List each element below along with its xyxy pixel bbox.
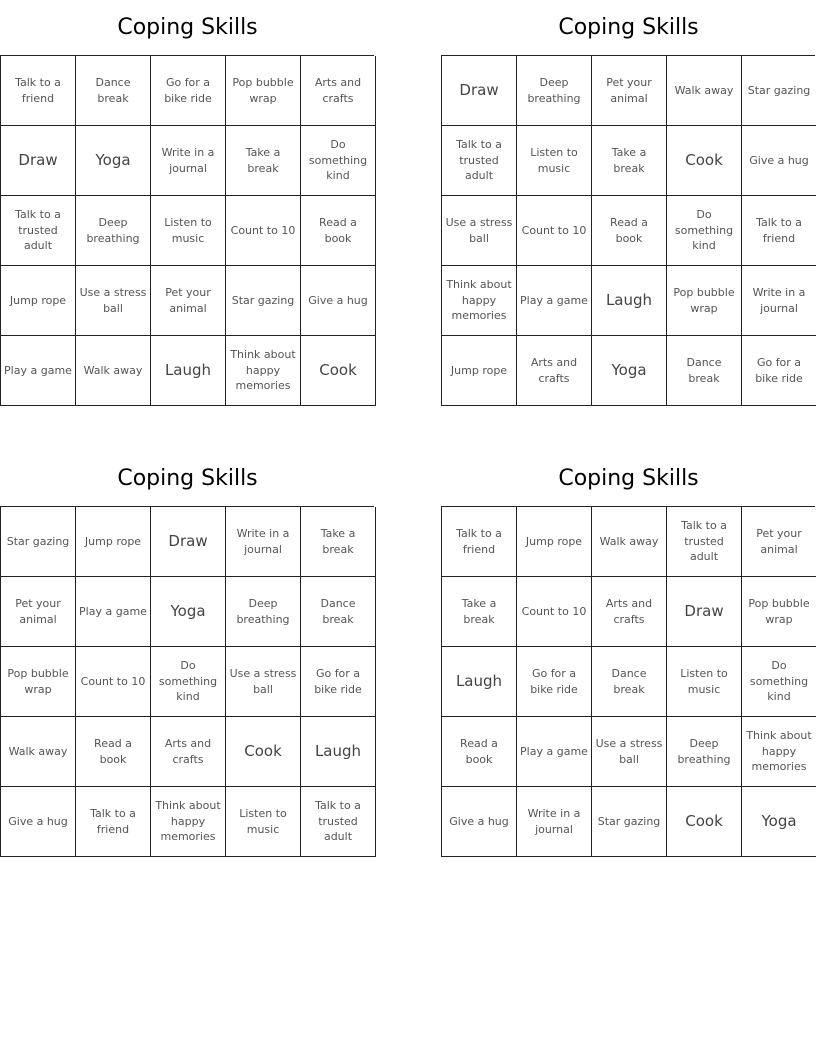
bingo-cell: Pop bubble wrap (226, 56, 301, 126)
bingo-cell: Write in a journal (517, 787, 592, 857)
card-title: Coping Skills (558, 466, 699, 491)
card-title: Coping Skills (558, 15, 699, 40)
bingo-cell: Pet your animal (742, 507, 816, 577)
bingo-cell: Listen to music (151, 196, 226, 266)
bingo-cell: Play a game (76, 577, 151, 647)
bingo-cell: Deep breathing (76, 196, 151, 266)
bingo-cell: Give a hug (1, 787, 76, 857)
bingo-grid (441, 506, 815, 857)
bingo-cell: Star gazing (592, 787, 667, 857)
bingo-cell: Talk to a friend (76, 787, 151, 857)
bingo-cell: Walk away (76, 336, 151, 406)
bingo-cell: Jump rope (76, 507, 151, 577)
bingo-cell: Do something kind (151, 647, 226, 717)
bingo-cell: Dance break (301, 577, 376, 647)
bingo-cell: Star gazing (742, 56, 816, 126)
bingo-card-4 (441, 451, 816, 857)
bingo-cell: Dance break (592, 647, 667, 717)
bingo-cell: Think about happy memories (151, 787, 226, 857)
bingo-cell: Give a hug (442, 787, 517, 857)
bingo-cell: Go for a bike ride (151, 56, 226, 126)
bingo-cell: Laugh (442, 647, 517, 717)
bingo-cell: Take a break (442, 577, 517, 647)
bingo-cell: Talk to a trusted adult (667, 507, 742, 577)
bingo-cell: Star gazing (1, 507, 76, 577)
bingo-cell: Cook (301, 336, 376, 406)
bingo-cell: Use a stress ball (442, 196, 517, 266)
bingo-cell: Draw (1, 126, 76, 196)
bingo-cell: Laugh (592, 266, 667, 336)
bingo-cell: Deep breathing (667, 717, 742, 787)
bingo-cell: Do something kind (301, 126, 376, 196)
bingo-cell: Cook (667, 126, 742, 196)
bingo-cell: Give a hug (301, 266, 376, 336)
bingo-cell: Use a stress ball (76, 266, 151, 336)
bingo-cell: Count to 10 (76, 647, 151, 717)
bingo-cell: Count to 10 (517, 196, 592, 266)
bingo-cell: Yoga (76, 126, 151, 196)
bingo-cell: Read a book (76, 717, 151, 787)
bingo-cell: Talk to a trusted adult (1, 196, 76, 266)
bingo-cell: Go for a bike ride (301, 647, 376, 717)
bingo-grid (0, 55, 374, 406)
bingo-cell: Give a hug (742, 126, 816, 196)
bingo-cell: Draw (442, 56, 517, 126)
bingo-grid (441, 55, 815, 406)
bingo-cell: Pet your animal (1, 577, 76, 647)
bingo-cell: Read a book (592, 196, 667, 266)
bingo-cell: Cook (667, 787, 742, 857)
bingo-cell: Listen to music (517, 126, 592, 196)
bingo-cell: Think about happy memories (226, 336, 301, 406)
bingo-cell: Deep breathing (226, 577, 301, 647)
bingo-grid (0, 506, 374, 857)
bingo-cell: Talk to a trusted adult (442, 126, 517, 196)
bingo-cell: Yoga (151, 577, 226, 647)
bingo-cell: Take a break (592, 126, 667, 196)
bingo-cell: Talk to a trusted adult (301, 787, 376, 857)
bingo-cell: Deep breathing (517, 56, 592, 126)
bingo-cell: Laugh (301, 717, 376, 787)
bingo-cell: Pet your animal (151, 266, 226, 336)
bingo-cell: Dance break (667, 336, 742, 406)
bingo-card-2 (441, 0, 816, 406)
bingo-cell: Write in a journal (151, 126, 226, 196)
bingo-cell: Arts and crafts (151, 717, 226, 787)
bingo-cell: Go for a bike ride (517, 647, 592, 717)
bingo-cell: Play a game (1, 336, 76, 406)
bingo-cell: Pop bubble wrap (742, 577, 816, 647)
bingo-cell: Draw (667, 577, 742, 647)
bingo-cell: Dance break (76, 56, 151, 126)
bingo-cell: Cook (226, 717, 301, 787)
bingo-cell: Listen to music (667, 647, 742, 717)
bingo-cell: Walk away (592, 507, 667, 577)
bingo-cell: Talk to a friend (742, 196, 816, 266)
bingo-cell: Pop bubble wrap (667, 266, 742, 336)
bingo-cell: Walk away (667, 56, 742, 126)
bingo-cell: Walk away (1, 717, 76, 787)
bingo-card-3 (0, 451, 375, 857)
bingo-cell: Arts and crafts (517, 336, 592, 406)
bingo-cell: Talk to a friend (442, 507, 517, 577)
bingo-cell: Count to 10 (517, 577, 592, 647)
bingo-cell: Jump rope (1, 266, 76, 336)
bingo-cell: Draw (151, 507, 226, 577)
bingo-cell: Think about happy memories (442, 266, 517, 336)
bingo-cell: Count to 10 (226, 196, 301, 266)
bingo-cell: Yoga (742, 787, 816, 857)
bingo-cell: Pop bubble wrap (1, 647, 76, 717)
bingo-cell: Star gazing (226, 266, 301, 336)
bingo-cell: Do something kind (742, 647, 816, 717)
bingo-cell: Talk to a friend (1, 56, 76, 126)
bingo-cell: Take a break (226, 126, 301, 196)
bingo-cell: Use a stress ball (226, 647, 301, 717)
bingo-cell: Jump rope (442, 336, 517, 406)
bingo-cell: Yoga (592, 336, 667, 406)
bingo-cell: Arts and crafts (592, 577, 667, 647)
bingo-cell: Read a book (442, 717, 517, 787)
bingo-cell: Write in a journal (742, 266, 816, 336)
bingo-cell: Pet your animal (592, 56, 667, 126)
bingo-cell: Listen to music (226, 787, 301, 857)
bingo-cell: Go for a bike ride (742, 336, 816, 406)
card-title: Coping Skills (117, 15, 258, 40)
card-title: Coping Skills (117, 466, 258, 491)
bingo-cell: Think about happy memories (742, 717, 816, 787)
bingo-card-1 (0, 0, 375, 406)
bingo-cell: Play a game (517, 717, 592, 787)
bingo-cell: Take a break (301, 507, 376, 577)
bingo-cell: Do something kind (667, 196, 742, 266)
bingo-cell: Play a game (517, 266, 592, 336)
bingo-cell: Read a book (301, 196, 376, 266)
bingo-cell: Jump rope (517, 507, 592, 577)
bingo-cell: Laugh (151, 336, 226, 406)
bingo-cell: Use a stress ball (592, 717, 667, 787)
bingo-cell: Arts and crafts (301, 56, 376, 126)
bingo-cell: Write in a journal (226, 507, 301, 577)
